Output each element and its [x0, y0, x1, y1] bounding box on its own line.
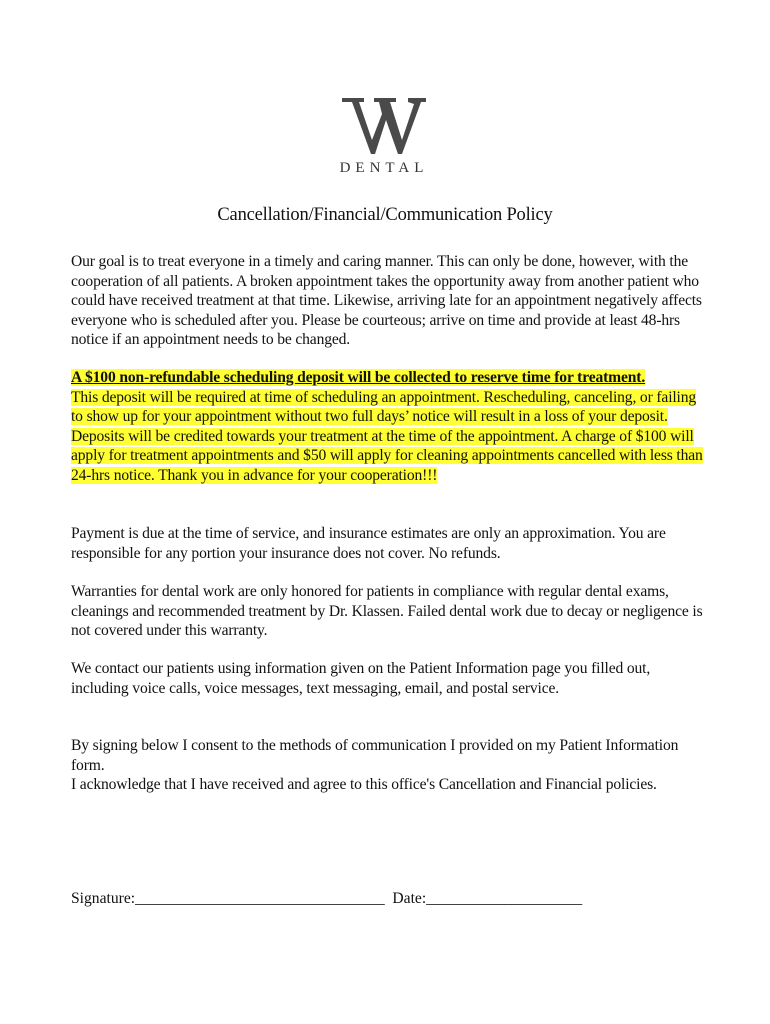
deposit-paragraph [71, 368, 711, 485]
dental-logo [328, 96, 440, 188]
deposit-section [71, 368, 711, 485]
intro-paragraph [71, 252, 711, 350]
deposit-heading: A $100 non-refundable scheduling deposit will be collected to reserve time for treatment. [71, 369, 646, 386]
intro-text: Our goal is to treat everyone in a timely and caring manner. This can only be done, however, with the cooperation of all patients. A broken appointment takes the opportunity away from another patient who could have received treatment at that time. Likewise, arriving late for an appointment negatively affects everyone who is scheduled after you. Please be courteous; arrive on time and provide at least 48-hrs notice if an appointment needs to be changed. [71, 253, 702, 348]
consent-text: By signing below I consent to the methods of communication I provided on my Patient Information form. [71, 737, 679, 774]
signature-field[interactable]: ________________________________ [135, 890, 385, 907]
contact-paragraph [71, 659, 711, 698]
signature-label: Signature: [71, 890, 136, 907]
payment-paragraph [71, 524, 711, 563]
consent-section [71, 736, 711, 795]
warranty-paragraph [71, 582, 711, 641]
contact-text: We contact our patients using information given on the Patient Information page you filled out, including voice calls, voice messages, text messaging, email, and postal service. [71, 660, 651, 697]
logo-wordmark: DENTAL [339, 160, 429, 176]
warranty-text: Warranties for dental work are only honored for patients in compliance with regular dental exams, cleanings and recommended treatment by Dr. Klassen. Failed dental work due to decay or negligence is not covered under this warranty. [71, 583, 703, 639]
page-title: Cancellation/Financial/Communication Policy [217, 205, 553, 225]
date-field[interactable]: ____________________ [426, 890, 583, 907]
payment-text: Payment is due at the time of service, and insurance estimates are only an approximation. You are responsible for any portion your insurance does not cover. No refunds. [71, 525, 666, 562]
deposit-body: This deposit will be required at time of scheduling an appointment. Rescheduling, canceling, or failing to show up for your appointment without two full days’ notice will result in a loss of your deposit. Deposits will be credited towards your treatment at the time of the appointment. A charge of $100 will apply for treatment appointments and $50 will apply for cleaning appointments cancelled with less than 24-hrs notice. Thank you in advance for your cooperation!!! [71, 388, 703, 484]
w-logo-icon [342, 96, 426, 156]
acknowledge-text: I acknowledge that I have received and agree to this office's Cancellation and Financial policies. [71, 776, 657, 793]
signature-row [71, 890, 582, 908]
date-label: Date: [392, 890, 427, 907]
